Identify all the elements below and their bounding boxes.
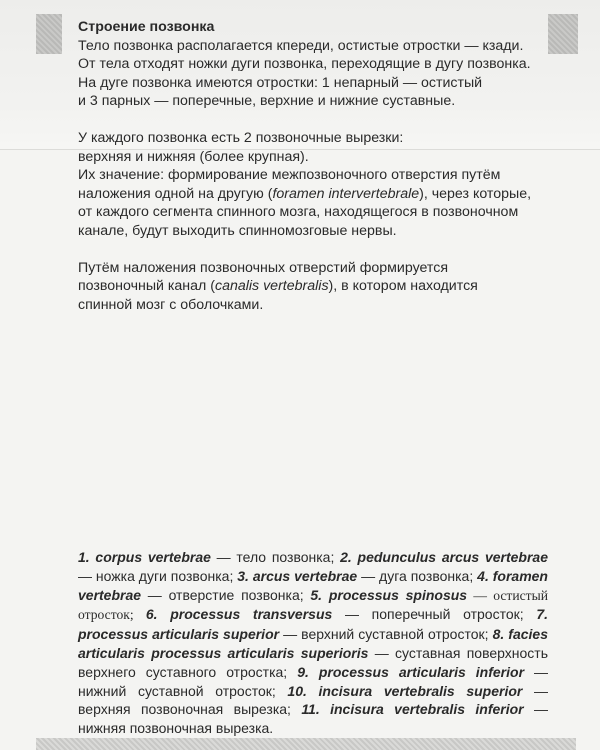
paragraph-1-line-4: и 3 парных — поперечные, верхние и нижние суставные.	[78, 93, 456, 110]
legend-item: 11. incisura vertebralis inferior — нижняя позвоночная вырезка.	[78, 701, 548, 737]
latin-term-foramen: foramen intervertebrale	[272, 185, 420, 202]
section-title: Строение позвонка	[78, 19, 215, 35]
paragraph-1-line-1: Тело позвонка располагается кпереди, остистые отростки — кзади.	[78, 37, 524, 54]
paragraph-3-line-3: спинной мозг с оболочками.	[78, 296, 264, 313]
paragraph-3-line-2: позвоночный канал (canalis vertebralis), в котором находится	[78, 278, 478, 295]
paragraph-1-line-3: На дуге позвонка имеются отростки: 1 непарный — остистый	[78, 74, 483, 91]
legend-item: 7. processus articularis superior — верхний суставной отросток;	[78, 606, 548, 643]
latin-term-canalis: canalis vertebralis	[214, 278, 329, 295]
bottom-edge-strip	[36, 738, 576, 750]
legend-item: 4. foramen vertebrae — отверстие позвонка;	[78, 567, 548, 603]
paragraph-2-line-6: канале, будут выходить спинномозговые нервы.	[78, 222, 397, 239]
paragraph-2-line-5: от каждого сегмента спинного мозга, находящегося в позвоночном	[78, 204, 519, 221]
paragraph-1-line-2: От тела отходят ножки дуги позвонка, переходящие в дугу позвонка.	[78, 56, 531, 73]
paragraph-2-line-1: У каждого позвонка есть 2 позвоночные вырезки:	[78, 129, 404, 146]
left-index-tab	[36, 14, 62, 54]
paragraph-2-line-3: Их значение: формирование межпозвоночного отверстия путём	[78, 167, 501, 184]
figure-legend	[78, 548, 548, 738]
legend-item: 8. facies articularis processus articularis superioris — суставная поверхность верхнего суставного отростка;	[78, 626, 549, 680]
paragraph-3-line-1: Путём наложения позвоночных отверстий формируется	[78, 259, 449, 276]
legend-item: 5. processus spinosus — остистый отросток;	[78, 586, 548, 623]
paragraph-2-line-4: наложения одной на другую (foramen intervertebrale), через которые,	[78, 185, 532, 202]
main-text	[78, 18, 558, 314]
legend-item: 2. pedunculus arcus vertebrae — ножка дуги позвонка;	[78, 549, 548, 584]
legend-item: 3. arcus vertebrae — дуга позвонка;	[237, 567, 478, 584]
paragraph-2-line-2: верхняя и нижняя (более крупная).	[78, 148, 309, 165]
legend-item: 1. corpus vertebrae — тело позвонка;	[78, 549, 341, 565]
legend-item: 6. processus transversus — поперечный отросток;	[145, 606, 537, 623]
legend-item: 9. processus articularis inferior — нижний суставной отросток;	[78, 663, 549, 699]
legend-item: 10. incisura vertebralis superior — верхняя позвоночная вырезка;	[78, 682, 549, 718]
